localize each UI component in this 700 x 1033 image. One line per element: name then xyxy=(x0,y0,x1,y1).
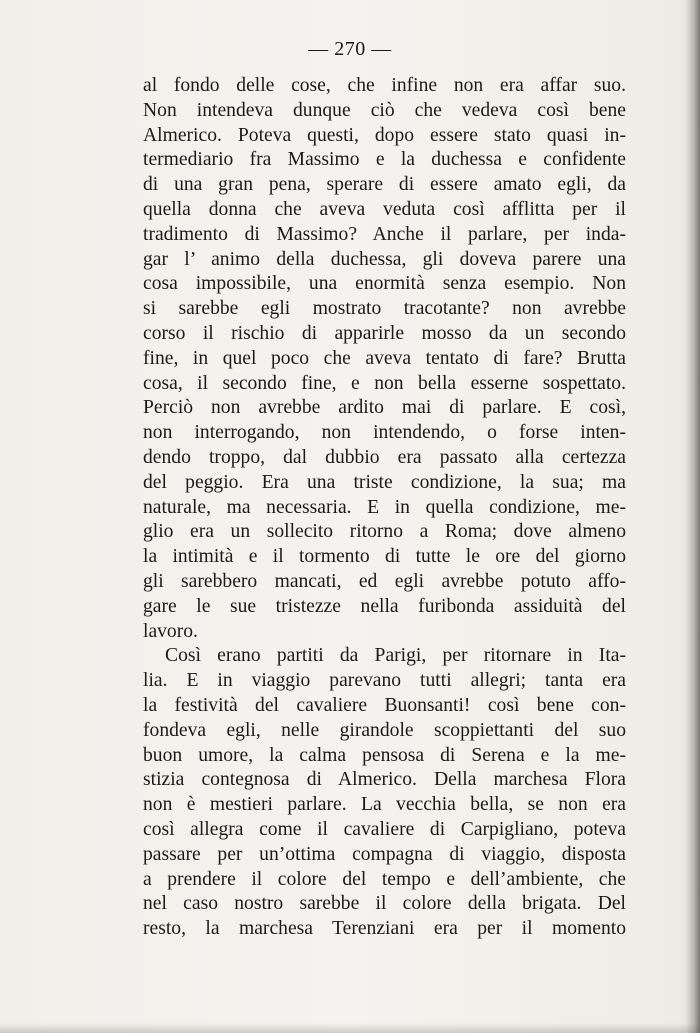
body-text xyxy=(143,74,626,942)
text-line: gar l’ animo della duchessa, gli doveva parere una xyxy=(143,248,626,270)
text-line: Almerico. Poteva questi, dopo essere stato quasi in- xyxy=(143,124,626,146)
text-line: glio era un sollecito ritorno a Roma; dove almeno xyxy=(143,521,626,543)
page-number: — 270 — xyxy=(308,38,392,60)
text-line: fine, in quel poco che aveva tentato di fare? Brutta xyxy=(143,347,626,369)
text-line: a prendere il colore del tempo e dell’ambiente, che xyxy=(143,868,626,890)
text-line: si sarebbe egli mostrato tracotante? non avrebbe xyxy=(143,298,626,320)
text-line: del peggio. Era una triste condizione, la sua; ma xyxy=(143,471,626,493)
text-line: stizia contegnosa di Almerico. Della marchesa Flora xyxy=(143,769,626,791)
text-line: Così erano partiti da Parigi, per ritornare in Ita- xyxy=(165,645,626,667)
text-line: la festività del cavaliere Buonsanti! così bene con- xyxy=(143,694,626,716)
text-line: non interrogando, non intendendo, o forse inten- xyxy=(143,422,626,444)
page-edge-shadow xyxy=(686,0,700,1033)
text-line: così allegra come il cavaliere di Carpigliano, poteva xyxy=(143,818,626,840)
text-line: buon umore, la calma pensosa di Serena e la me- xyxy=(143,744,626,766)
text-line: fondeva egli, nelle girandole scoppiettanti del suo xyxy=(143,719,626,741)
text-line: corso il rischio di apparirle mosso da un secondo xyxy=(143,322,626,344)
text-line: Perciò non avrebbe ardito mai di parlare. E così, xyxy=(143,397,626,419)
text-line: nel caso nostro sarebbe il colore della brigata. Del xyxy=(143,893,626,915)
text-line: cosa, il secondo fine, e non bella esserne sospettato. xyxy=(143,372,626,394)
text-line: di una gran pena, sperare di essere amato egli, da xyxy=(143,174,626,196)
text-line: quella donna che aveva veduta così afflitta per il xyxy=(143,198,626,220)
text-line: la intimità e il tormento di tutte le ore del giorno xyxy=(143,546,626,568)
text-line: non è mestieri parlare. La vecchia bella, se non era xyxy=(143,794,626,816)
text-line: gare le sue tristezze nella furibonda assiduità del xyxy=(143,595,626,617)
text-line: tradimento di Massimo? Anche il parlare, per inda- xyxy=(143,223,626,245)
text-line: passare per un’ottima compagna di viaggio, disposta xyxy=(143,843,626,865)
text-line: cosa impossibile, una enormità senza esempio. Non xyxy=(143,273,626,295)
text-line: resto, la marchesa Terenziani era per il momento xyxy=(143,918,626,940)
text-line: Non intendeva dunque ciò che vedeva così bene xyxy=(143,99,626,121)
text-line: lia. E in viaggio parevano tutti allegri; tanta era xyxy=(143,670,626,692)
text-line: lavoro. xyxy=(143,620,198,642)
text-line: al fondo delle cose, che infine non era affar suo. xyxy=(143,75,626,96)
text-line: termediario fra Massimo e la duchessa e confidente xyxy=(143,149,626,171)
text-line: naturale, ma necessaria. E in quella condizione, me- xyxy=(143,496,626,518)
text-line: dendo troppo, dal dubbio era passato alla certezza xyxy=(143,446,626,468)
page-bottom-shadow xyxy=(0,1023,700,1033)
text-line: gli sarebbero mancati, ed egli avrebbe potuto affo- xyxy=(143,570,626,592)
